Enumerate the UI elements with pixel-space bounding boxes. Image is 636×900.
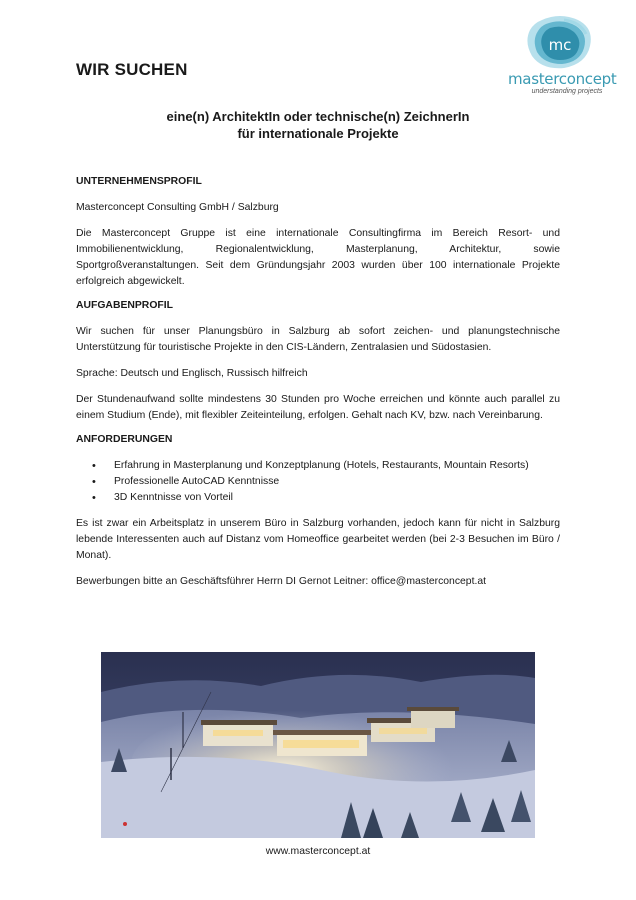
subtitle-line-2: für internationale Projekte [237,126,399,141]
list-item: • Professionelle AutoCAD Kenntnisse [106,474,560,490]
logo-mark-icon [524,14,596,70]
section-heading-requirements: ANFORDERUNGEN [76,434,173,445]
company-description: Die Masterconcept Gruppe ist eine internationale Consultingfirma im Bereich Resort- und Immobilienentwicklung, Regionalentwicklung, Masterplanung, Architektur, sowie Sportgroßveranstaltungen. Seit dem Gründungsjahr 2003 wurden über 100 internationale Projekte erfolgreich abgewickelt. [76,228,560,287]
logo-tagline: understanding projects [531,88,603,95]
language-requirements: Sprache: Deutsch und Englisch, Russisch hilfreich [76,368,308,379]
posting-body [76,174,560,590]
list-item: • 3D Kenntnisse von Vorteil [106,490,560,506]
job-subtitle [0,108,636,142]
list-item: • Erfahrung in Masterplanung und Konzeptplanung (Hotels, Restaurants, Mountain Resorts) [106,458,560,474]
footer-website-link[interactable]: www.masterconcept.at [265,846,371,857]
location-note: Es ist zwar ein Arbeitsplatz in unserem Büro in Salzburg vorhanden, jedoch kann für nicht in Salzburg lebende Interessenten auch auf Distanz vom Homeoffice gearbeitet werden (bei 2-3 Besuchen im Büro / Monat). [76,518,560,561]
tasks-paragraph-1: Wir suchen für unser Planungsbüro in Salzburg ab sofort zeichen- und planungstechnische Unterstützung für touristische Projekte in den CIS-Ländern, Zentralasien und Südostasien. [76,326,560,353]
requirements-list [76,458,560,506]
logo-wordmark: masterconcept [508,70,617,88]
page-title: WIR SUCHEN [76,60,188,79]
resort-rendering-image [101,652,535,838]
section-heading-profile: UNTERNEHMENSPROFIL [76,176,202,187]
company-logo [498,14,622,98]
tasks-paragraph-2: Der Stundenaufwand sollte mindestens 30 Stunden pro Woche erreichen und könnte auch parallel zu einem Studium (Ende), mit flexibler Zeiteinteilung, erfolgen. Gehalt nach KV, bzw. nach Vereinbarung. [76,394,560,421]
logo-mark-text: mc [548,36,572,54]
section-heading-tasks: AUFGABENPROFIL [76,300,173,311]
application-contact: Bewerbungen bitte an Geschäftsführer Herrn DI Gernot Leitner: office@masterconcept.at [76,576,487,587]
company-name: Masterconcept Consulting GmbH / Salzburg [76,202,279,213]
subtitle-line-1: eine(n) ArchitektIn oder technische(n) ZeichnerIn [166,109,470,124]
